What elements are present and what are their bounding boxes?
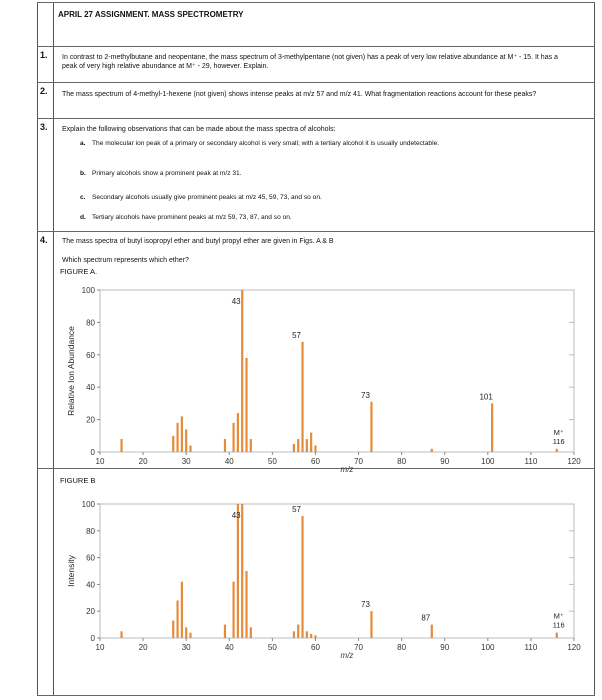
- x-tick-label: 20: [138, 457, 148, 466]
- y-tick-label: 40: [86, 580, 95, 590]
- item-d-text: Tertiary alcohols have prominent peaks at m/z 59, 73, 87, and so on.: [92, 214, 292, 221]
- question-3-text: Explain the following observations that can be made about the mass spectra of alcohols:: [62, 126, 336, 133]
- annotation-label: 57: [292, 505, 301, 515]
- x-tick-label: 100: [481, 643, 495, 652]
- annotation-label: 101: [479, 392, 493, 402]
- y-axis-label: Relative Ion Abundance: [66, 326, 76, 416]
- y-axis-label: Intensity: [66, 555, 76, 587]
- row-border: [37, 231, 595, 232]
- y-tick-label: 100: [81, 286, 95, 295]
- row-border: [37, 82, 595, 83]
- x-tick-label: 80: [397, 457, 407, 466]
- x-tick-label: 70: [354, 643, 363, 652]
- annotation-sublabel: 116: [552, 436, 565, 446]
- y-tick-label: 20: [86, 415, 95, 425]
- question-1-number: 1.: [40, 50, 48, 60]
- item-b-text: Primary alcohols show a prominent peak at m/z 31.: [92, 170, 242, 177]
- figure-b-chart: [54, 486, 594, 686]
- x-tick-label: 10: [95, 643, 105, 652]
- x-tick-label: 50: [267, 643, 277, 652]
- item-a-label: a.: [80, 140, 86, 147]
- y-tick-label: 60: [86, 350, 95, 360]
- x-tick-label: 70: [354, 457, 363, 466]
- annotation-label: 73: [361, 390, 370, 400]
- figure-a-title: FIGURE A.: [60, 267, 98, 276]
- question-2-number: 2.: [40, 86, 48, 96]
- page-title: APRIL 27 ASSIGNMENT. MASS SPECTROMETRY: [58, 10, 244, 19]
- x-tick-label: 120: [567, 643, 581, 652]
- item-b-label: b.: [80, 170, 86, 177]
- question-1-text: In contrast to 2-methylbutane and neopentane, the mass spectrum of 3-methylpentane (not given) has a peak of very low relative abundance at M⁺ - 15. It has a peak of very high relative abundance at M⁺ - 29, however. Explain.: [62, 54, 558, 70]
- annotation-label: 43: [231, 297, 241, 306]
- question-3-number: 3.: [40, 122, 48, 132]
- question-4-subtext: Which spectrum represents which ether?: [62, 257, 189, 264]
- figure-a-chart: [54, 276, 594, 476]
- x-tick-label: 100: [481, 457, 495, 466]
- x-tick-label: 20: [138, 643, 148, 652]
- x-tick-label: 30: [181, 643, 191, 652]
- x-tick-label: 40: [224, 457, 234, 466]
- question-4-text: The mass spectra of butyl isopropyl ether and butyl propyl ether are given in Figs. A & B: [62, 238, 334, 245]
- y-tick-label: 40: [86, 383, 95, 393]
- table-border-right: [594, 2, 595, 696]
- x-tick-label: 60: [311, 457, 320, 466]
- y-tick-label: 100: [81, 500, 95, 509]
- annotation-label: 87: [421, 613, 431, 623]
- x-tick-label: 90: [440, 457, 450, 466]
- x-tick-label: 30: [181, 457, 191, 466]
- y-tick-label: 0: [90, 448, 95, 457]
- item-d-label: d.: [80, 214, 86, 221]
- row-border: [37, 695, 595, 696]
- y-tick-label: 0: [90, 634, 95, 643]
- question-2-text: The mass spectrum of 4-methyl-1-hexene (not given) shows intense peaks at m/z 57 and m/z 41. What fragmentation reactions account for these peaks?: [62, 91, 537, 98]
- item-c-label: c.: [80, 194, 86, 201]
- y-tick-label: 20: [86, 607, 95, 617]
- annotation-label: M⁺: [553, 427, 564, 437]
- x-axis-label: m/z: [340, 465, 354, 474]
- x-tick-label: 10: [95, 457, 105, 466]
- y-tick-label: 60: [86, 553, 95, 563]
- y-tick-label: 80: [86, 526, 95, 536]
- figure-b-title: FIGURE B: [60, 476, 96, 485]
- table-border-left: [37, 2, 38, 696]
- plot-frame: [100, 504, 574, 638]
- annotation-label: 43: [231, 511, 241, 520]
- x-tick-label: 120: [567, 457, 581, 466]
- annotation-sublabel: 116: [552, 620, 565, 630]
- x-tick-label: 110: [524, 457, 538, 466]
- annotation-label: 73: [361, 600, 370, 610]
- row-border: [37, 118, 595, 119]
- x-axis-label: m/z: [340, 651, 354, 660]
- row-border: [37, 2, 595, 3]
- x-tick-label: 110: [524, 643, 538, 652]
- x-tick-label: 40: [224, 643, 234, 652]
- row-border: [37, 46, 595, 47]
- x-tick-label: 60: [311, 643, 320, 652]
- question-4-number: 4.: [40, 235, 48, 245]
- x-tick-label: 80: [397, 643, 407, 652]
- y-tick-label: 80: [86, 318, 95, 328]
- item-c-text: Secondary alcohols usually give prominent peaks at m/z 45, 59, 73, and so on.: [92, 194, 322, 201]
- annotation-label: M⁺: [553, 611, 564, 621]
- x-tick-label: 50: [267, 457, 277, 466]
- plot-frame: [100, 290, 574, 452]
- item-a-text: The molecular ion peak of a primary or secondary alcohol is very small; with a tertiary alcohol it is usually undetectable.: [92, 140, 440, 147]
- x-tick-label: 90: [440, 643, 450, 652]
- annotation-label: 57: [292, 330, 301, 340]
